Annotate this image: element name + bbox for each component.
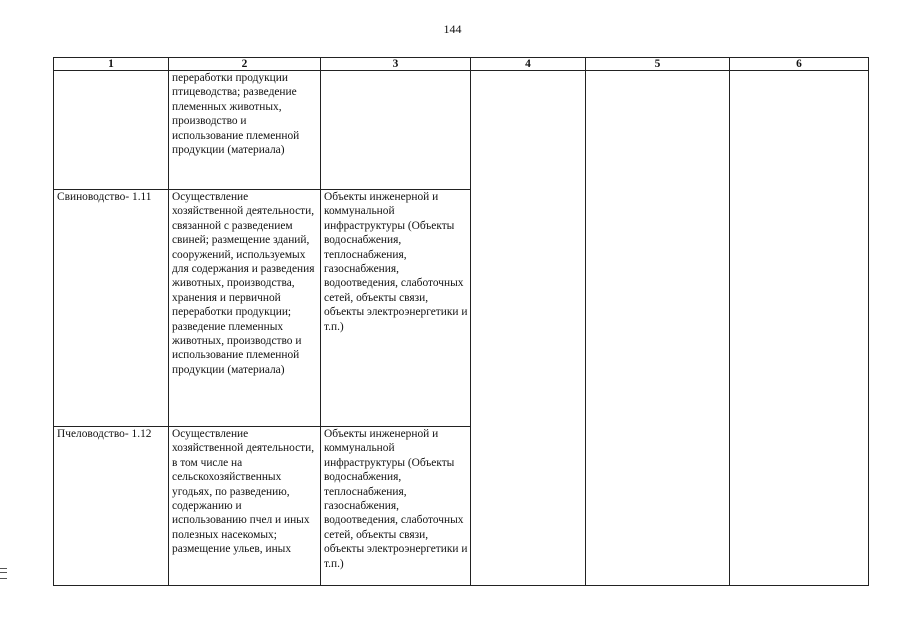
header-col-3: 3 <box>321 58 471 71</box>
zoning-table <box>53 57 869 586</box>
header-col-4: 4 <box>471 58 586 71</box>
cell-land-use-description: Осуществление хозяйственной деятельности, в том числе на сельскохозяйственных угодьях, по разведению, содержанию и использованию пчел и иных полезных насекомых; размещение ульев, иных <box>169 427 321 586</box>
cell-auxiliary-uses: Объекты инженерной и коммунальной инфраструктуры (Объекты водоснабжения, теплоснабжения, газоснабжения, водоотведения, слаботочных сетей, объекты связи, объекты электроэнергетики и т.п.) <box>321 427 471 586</box>
cell-col-5 <box>586 71 730 586</box>
cell-land-use-description: переработки продукции птицеводства; разведение племенных животных, производство и использование племенной продукции (материала) <box>169 71 321 190</box>
cell-col-4 <box>471 71 586 586</box>
header-col-2: 2 <box>169 58 321 71</box>
cell-land-use-name: Пчеловодство- 1.12 <box>54 427 169 586</box>
cell-auxiliary-uses: Объекты инженерной и коммунальной инфраструктуры (Объекты водоснабжения, теплоснабжения, газоснабжения, водоотведения, слаботочных сетей, объекты связи, объекты электроэнергетики и т.п.) <box>321 190 471 427</box>
margin-mark <box>0 568 7 579</box>
table-row-continuation <box>54 71 869 190</box>
header-col-6: 6 <box>730 58 869 71</box>
cell-col-6 <box>730 71 869 586</box>
header-col-1: 1 <box>54 58 169 71</box>
header-col-5: 5 <box>586 58 730 71</box>
cell-land-use-description: Осуществление хозяйственной деятельности, связанной с разведением свиней; размещение зданий, сооружений, используемых для содержания и разведения животных, производства, хранения и первичной переработки продукции; разведение племенных животных, производство и использование племенной продукции (материала) <box>169 190 321 427</box>
cell-auxiliary-uses <box>321 71 471 190</box>
header-row <box>54 58 869 71</box>
cell-land-use-name <box>54 71 169 190</box>
page-number: 144 <box>443 22 462 36</box>
cell-land-use-name: Свиноводство- 1.11 <box>54 190 169 427</box>
